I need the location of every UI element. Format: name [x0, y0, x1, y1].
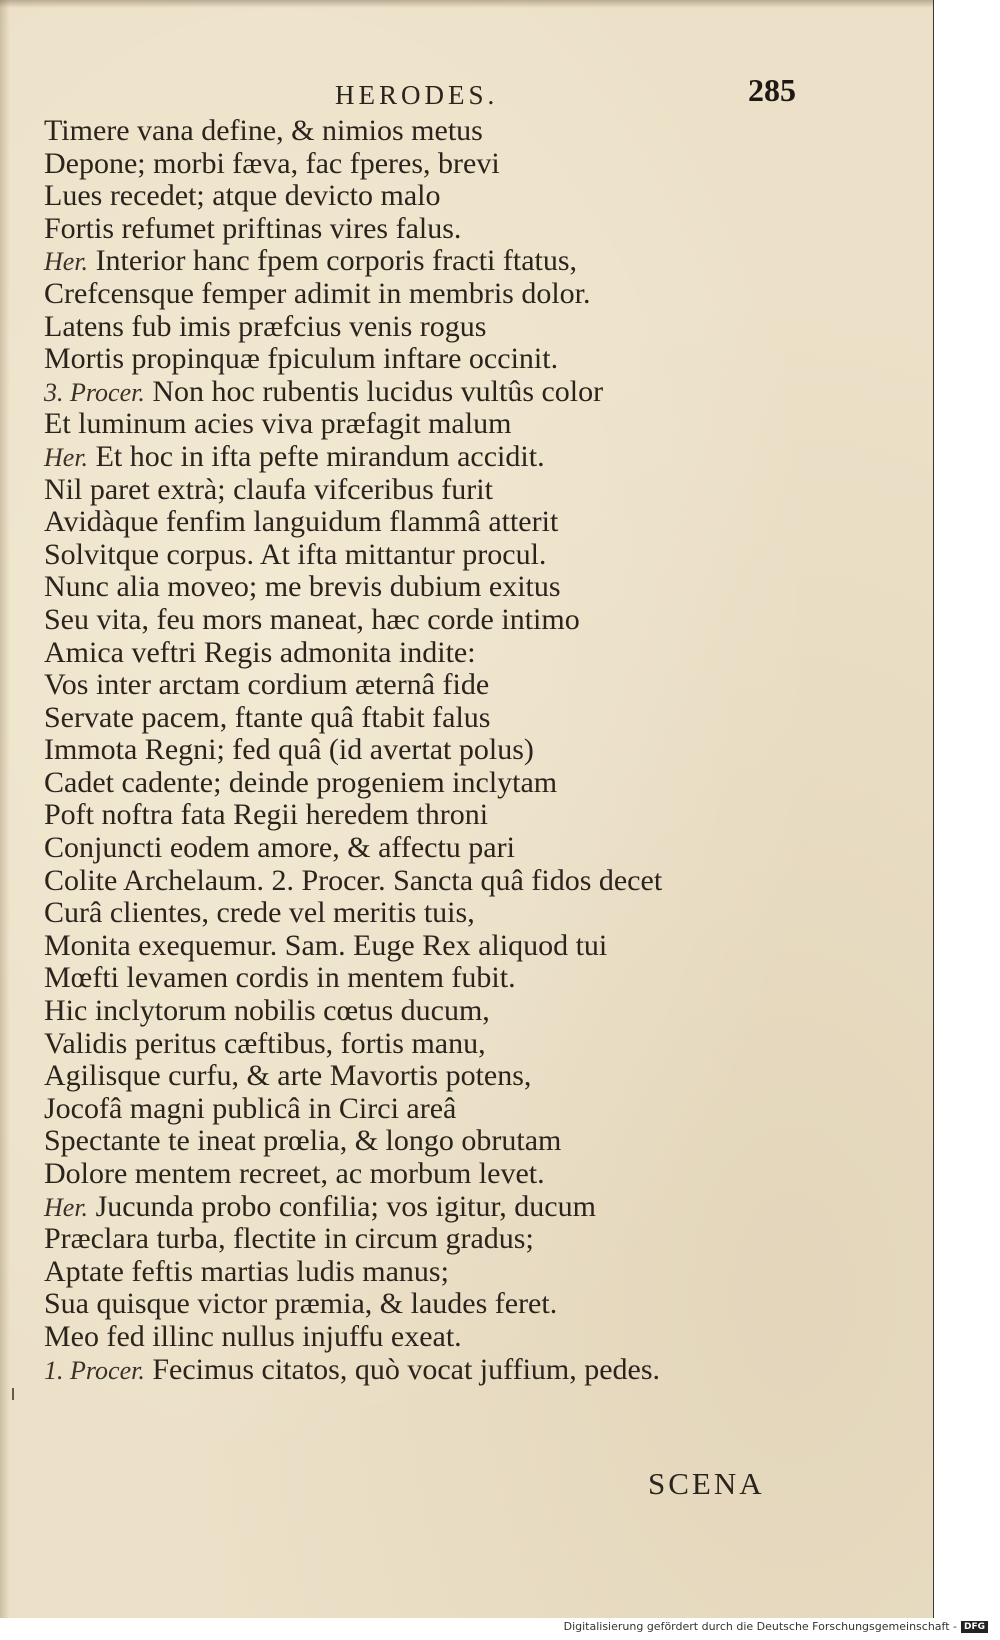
speaker-label: 3. Procer.: [44, 377, 145, 407]
verse-line-text: Mortis propinquæ fpiculum inftare occinit.: [44, 342, 559, 376]
verse-line: [44, 604, 744, 637]
verse-line-text: Crefcensque femper adimit in membris dolor.: [44, 276, 591, 310]
verse-line-text: Hic inclytorum nobilis cœtus ducum,: [44, 994, 490, 1028]
verse-line: [44, 376, 744, 409]
verse-line: [44, 1191, 744, 1224]
verse-line: [44, 767, 744, 800]
verse-text-block: [44, 115, 744, 1386]
verse-line-text: Amica veftri Regis admonita indite:: [44, 635, 476, 669]
verse-line-text: Aptate feftis martias ludis manus;: [44, 1254, 449, 1288]
speaker-label: 1. Procer.: [44, 1355, 145, 1385]
verse-line: [44, 474, 744, 507]
verse-line-text: Seu vita, feu mors maneat, hæc corde intimo: [44, 602, 580, 636]
verse-line-text: Fecimus citatos, quò vocat juffium, pedes.: [152, 1352, 661, 1386]
margin-mark: [12, 1388, 14, 1400]
verse-line: [44, 343, 744, 376]
verse-line-text: Depone; morbi fæva, fac fperes, brevi: [44, 146, 500, 180]
verse-line: [44, 539, 744, 572]
verse-line-text: Spectante te ineat prœlia, & longo obrutam: [44, 1124, 562, 1158]
catchword: SCENA: [648, 1466, 765, 1501]
page-number: 285: [748, 72, 796, 108]
verse-line-text: Lues recedet; atque devicto malo: [44, 179, 441, 213]
verse-line-text: Jocofâ magni publicâ in Circi areâ: [44, 1091, 457, 1125]
verse-line-text: Conjuncti eodem amore, & affectu pari: [44, 831, 515, 865]
verse-line-text: Agilisque curfu, & arte Mavortis potens,: [44, 1059, 532, 1093]
verse-line: [44, 832, 744, 865]
verse-line: [44, 213, 744, 246]
verse-line-text: Colite Archelaum. 2. Procer. Sancta quâ fidos decet: [44, 863, 663, 897]
verse-line: [44, 669, 744, 702]
verse-line: [44, 311, 744, 344]
verse-line: [44, 180, 744, 213]
verse-line: [44, 1093, 744, 1126]
verse-line: [44, 930, 744, 963]
verse-line: [44, 441, 744, 474]
running-head: HERODES.: [335, 80, 499, 110]
verse-line: [44, 702, 744, 735]
verse-line-text: Cadet cadente; deinde progeniem inclytam: [44, 765, 558, 799]
verse-line-text: Servate pacem, ftante quâ ftabit falus: [44, 700, 491, 734]
verse-line: [44, 1125, 744, 1158]
verse-line: [44, 1354, 744, 1387]
verse-line: [44, 1060, 744, 1093]
verse-line: [44, 1158, 744, 1191]
digitization-footer: [564, 1620, 988, 1633]
verse-line-text: Immota Regni; fed quâ (id avertat polus): [44, 733, 534, 767]
verse-line-text: Curâ clientes, crede vel meritis tuis,: [44, 896, 475, 930]
verse-line: [44, 278, 744, 311]
dfg-logo: DFG: [961, 1621, 988, 1633]
verse-line: [44, 1028, 744, 1061]
verse-line: [44, 408, 744, 441]
verse-line: [44, 1256, 744, 1289]
verse-line: [44, 1288, 744, 1321]
verse-line-text: Jucunda probo confilia; vos igitur, ducum: [95, 1189, 596, 1223]
verse-line: [44, 865, 744, 898]
verse-line: [44, 115, 744, 148]
verse-line-text: Validis peritus cæftibus, fortis manu,: [44, 1026, 486, 1060]
footer-credit-text: Digitalisierung gefördert durch die Deutsche Forschungsgemeinschaft -: [563, 1620, 957, 1633]
verse-line: [44, 245, 744, 278]
verse-line-text: Nil paret extrà; claufa vifceribus furit: [44, 472, 493, 506]
verse-line-text: Monita exequemur. Sam. Euge Rex aliquod tui: [44, 928, 608, 962]
verse-line-text: Fortis refumet priftinas vires falus.: [44, 211, 462, 245]
verse-line: [44, 571, 744, 604]
verse-line-text: Dolore mentem recreet, ac morbum levet.: [44, 1157, 545, 1190]
verse-line-text: Præclara turba, flectite in circum gradus;: [44, 1222, 534, 1256]
verse-line-text: Et luminum acies viva præfagit malum: [44, 407, 512, 441]
verse-line: [44, 637, 744, 670]
verse-line-text: Et hoc in ifta pefte mirandum accidit.: [95, 439, 545, 473]
verse-line: [44, 799, 744, 832]
verse-line-text: Poft noftra fata Regii heredem throni: [44, 798, 489, 832]
verse-line: [44, 962, 744, 995]
verse-line-text: Interior hanc fpem corporis fracti ftatus,: [95, 244, 578, 278]
verse-line: [44, 1321, 744, 1354]
verse-line: [44, 897, 744, 930]
verse-line-text: Timere vana define, & nimios metus: [44, 114, 483, 147]
verse-line: [44, 734, 744, 767]
speaker-label: Her.: [44, 247, 89, 277]
speaker-label: Her.: [44, 442, 89, 472]
verse-line-text: Solvitque corpus. At ifta mittantur procul.: [44, 537, 547, 571]
speaker-label: Her.: [44, 1192, 89, 1222]
verse-line-text: Avidàque fenfim languidum flammâ atterit: [44, 505, 559, 539]
verse-line-text: Non hoc rubentis lucidus vultûs color: [152, 374, 604, 408]
verse-line-text: Mœfti levamen cordis in mentem fubit.: [44, 961, 516, 995]
verse-line-text: Sua quisque victor præmia, & laudes feret.: [44, 1287, 558, 1321]
verse-line-text: Nunc alia moveo; me brevis dubium exitus: [44, 570, 561, 604]
verse-line: [44, 995, 744, 1028]
verse-line: [44, 148, 744, 181]
verse-line-text: Vos inter arctam cordium æternâ fide: [44, 668, 490, 702]
verse-line: [44, 1223, 744, 1256]
verse-line-text: Latens fub imis præfcius venis rogus: [44, 309, 487, 343]
verse-line-text: Meo fed illinc nullus injuffu exeat.: [44, 1319, 462, 1353]
verse-line: [44, 506, 744, 539]
